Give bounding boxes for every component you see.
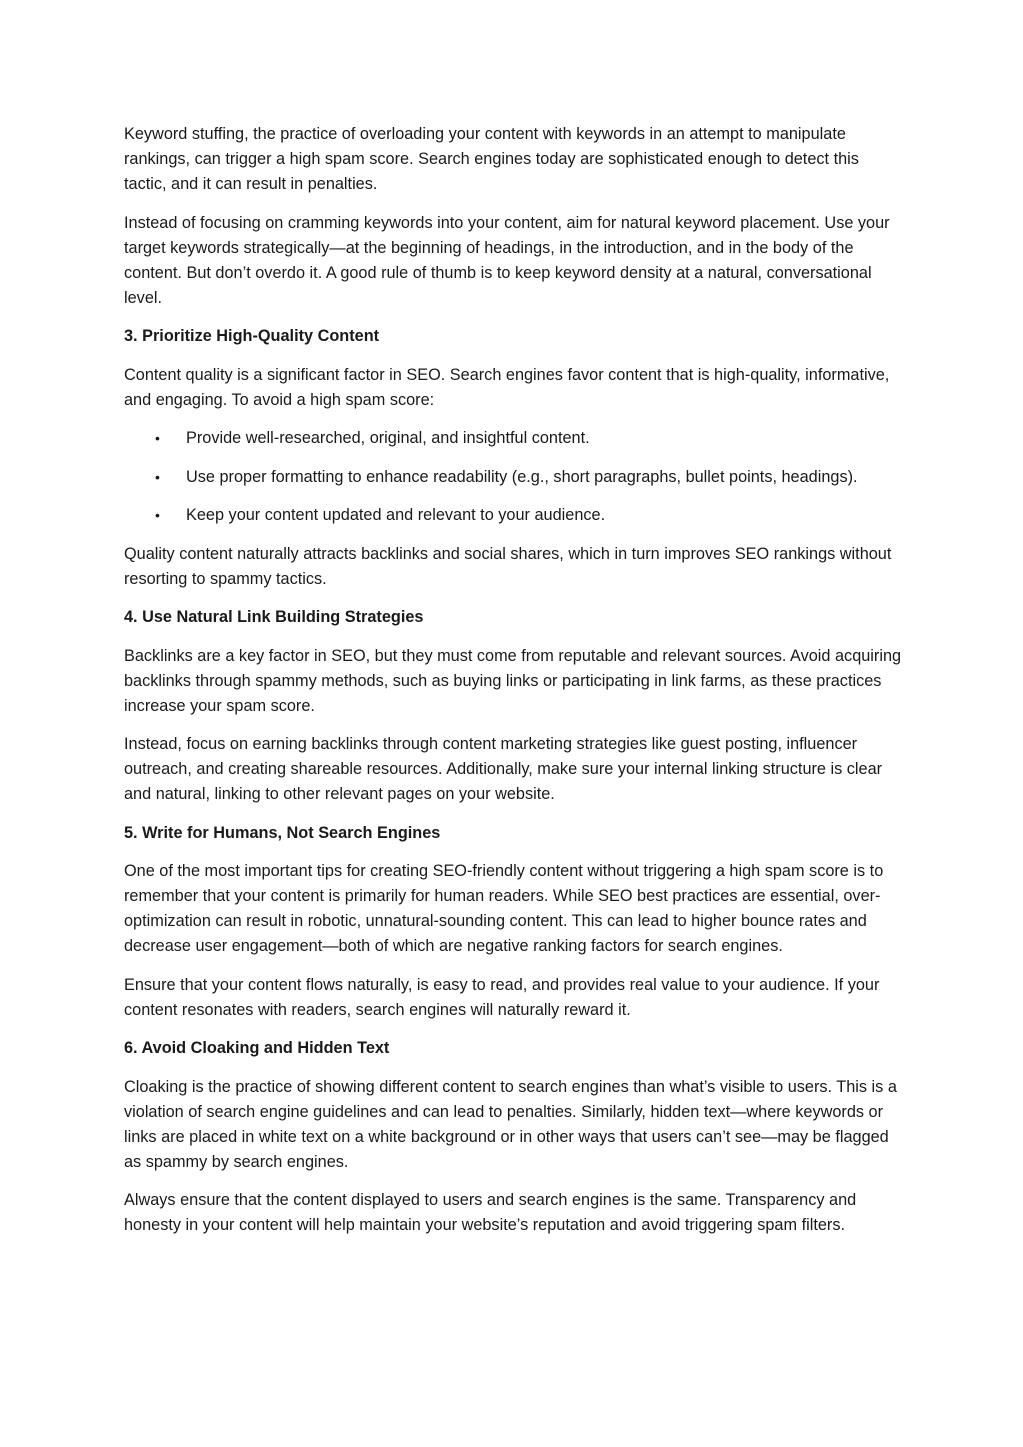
bullet-icon: • [155,430,160,446]
list-item-text: Use proper formatting to enhance readability (e.g., short paragraphs, bullet points, headings). [186,467,858,486]
paragraph-human-readers: One of the most important tips for creating SEO-friendly content without triggering a high spam score is to remember that your content is primarily for human readers. While SEO best practices are essential, over-optimization can result in robotic, unnatural-sounding content. This can lead to higher bounce rates and decrease user engagement—both of which are negative ranking factors for search engines. [124,862,884,955]
list-item [124,465,904,490]
paragraph-keyword-stuffing: Keyword stuffing, the practice of overloading your content with keywords in an attempt to manipulate rankings, can trigger a high spam score. Search engines today are sophisticated enough to detect this tactic, and it can result in penalties. [124,125,859,193]
bullet-list [124,426,904,528]
paragraph-quality-backlinks: Quality content naturally attracts backlinks and social shares, which in turn improves SEO rankings without resorting to spammy tactics. [124,544,892,588]
paragraph-backlinks-sources: Backlinks are a key factor in SEO, but they must come from reputable and relevant sources. Avoid acquiring backlinks through spammy methods, such as buying links or participating in link farms, as these practices increase your spam score. [124,646,902,715]
bullet-icon: • [155,468,160,485]
section-heading-high-quality-content: 3. Prioritize High-Quality Content [124,327,380,345]
list-item-text: Keep your content updated and relevant to your audience. [186,506,606,524]
list-item [124,503,904,528]
paragraph-cloaking: Cloaking is the practice of showing different content to search engines than what’s visible to users. This is a violation of search engine guidelines and can lead to penalties. Similarly, hidden text—where keywords or links are placed in white text on a white background or in other ways that users can’t see—may be flagged as spammy by search engines. [124,1077,897,1171]
list-item-text: Provide well-researched, original, and insightful content. [186,429,590,447]
document-page [124,122,904,1252]
paragraph-content-quality: Content quality is a significant factor in SEO. Search engines favor content that is high-quality, informative, and engaging. To avoid a high spam score: [124,365,890,409]
section-heading-cloaking: 6. Avoid Cloaking and Hidden Text [124,1039,390,1057]
list-item [124,426,904,451]
bullet-icon: • [155,507,160,523]
section-heading-link-building: 4. Use Natural Link Building Strategies [124,608,424,626]
paragraph-natural-flow: Ensure that your content flows naturally, is easy to read, and provides real value to your audience. If your content resonates with readers, search engines will naturally reward it. [124,975,880,1019]
paragraph-earning-backlinks: Instead, focus on earning backlinks through content marketing strategies like guest posting, influencer outreach, and creating shareable resources. Additionally, make sure your internal linking structure is clear and natural, linking to other relevant pages on your website. [124,735,883,803]
section-heading-write-for-humans: 5. Write for Humans, Not Search Engines [124,823,441,842]
paragraph-keyword-placement: Instead of focusing on cramming keywords into your content, aim for natural keyword placement. Use your target keywords strategically—at the beginning of headings, in the introduction, and in the body of the content. But don’t overdo it. A good rule of thumb is to keep keyword density at a natural, conversational level. [124,213,890,307]
paragraph-transparency: Always ensure that the content displayed to users and search engines is the same. Transparency and honesty in your content will help maintain your website’s reputation and avoid triggering spam filters. [124,1191,857,1234]
